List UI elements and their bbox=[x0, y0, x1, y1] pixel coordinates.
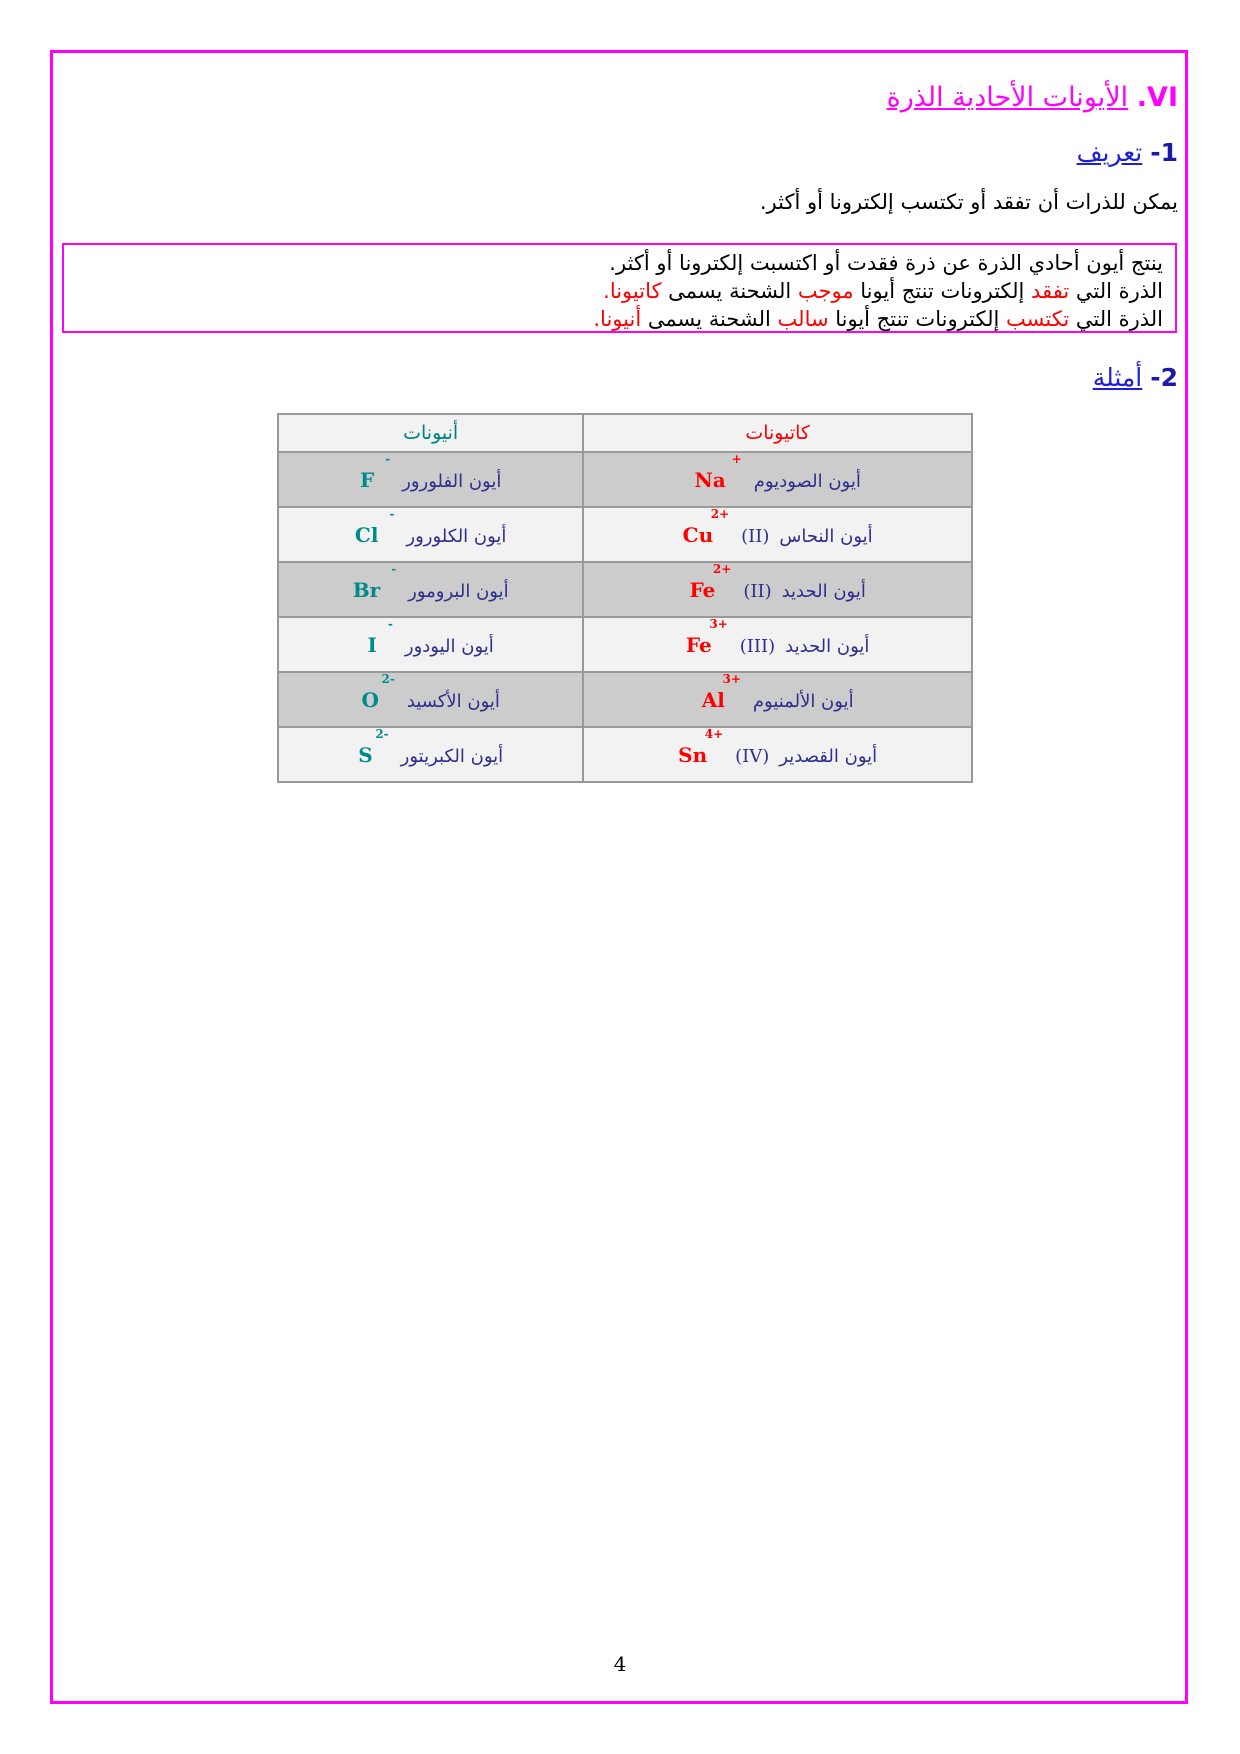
cation-cell bbox=[583, 562, 972, 617]
cation-cell bbox=[583, 727, 972, 782]
anion-cell bbox=[278, 672, 583, 727]
cation-symbol: Fe bbox=[685, 632, 712, 657]
table-row bbox=[278, 617, 972, 672]
anion-symbol: I bbox=[367, 632, 377, 657]
table-row bbox=[278, 452, 972, 507]
cation-symbol: Sn bbox=[678, 742, 708, 767]
cation-name: أيون الحديد bbox=[785, 635, 870, 657]
anion-formula bbox=[361, 671, 396, 712]
cation-name: أيون القصدير bbox=[779, 745, 878, 767]
table-row bbox=[278, 672, 972, 727]
table-row bbox=[278, 727, 972, 782]
cation-formula bbox=[694, 451, 743, 492]
line3-text-e: الشحنة يسمى bbox=[641, 307, 778, 331]
anion-cell bbox=[278, 562, 583, 617]
cation-oxidation-state: (III) bbox=[739, 635, 776, 657]
line3-gain: تكتسب bbox=[1006, 307, 1070, 331]
anion-cell bbox=[278, 617, 583, 672]
cation-charge: 3+ bbox=[722, 671, 741, 686]
cation-symbol: Al bbox=[701, 687, 725, 712]
cation-formula bbox=[701, 671, 743, 712]
anion-formula bbox=[354, 506, 397, 547]
anion-symbol: Br bbox=[352, 577, 381, 602]
cation-charge: 4+ bbox=[704, 726, 724, 741]
anion-entry bbox=[354, 506, 507, 547]
anion-charge: - bbox=[385, 451, 391, 466]
cation-symbol: Na bbox=[694, 467, 726, 492]
anion-entry bbox=[367, 616, 494, 657]
anion-formula bbox=[358, 726, 390, 767]
cation-oxidation-state: (II) bbox=[741, 525, 770, 547]
cation-entry bbox=[682, 506, 873, 547]
definition-heading bbox=[1077, 138, 1178, 167]
anion-symbol: S bbox=[358, 742, 373, 767]
anion-entry bbox=[359, 451, 502, 492]
anion-cell bbox=[278, 507, 583, 562]
anion-name: أيون الأكسيد bbox=[406, 690, 500, 712]
table-row bbox=[278, 562, 972, 617]
line2-cation: كاتيونا. bbox=[603, 279, 662, 303]
anion-charge: - bbox=[389, 506, 395, 521]
line3-text-c: إلكترونات تنتج أيونا bbox=[828, 307, 1007, 331]
cation-name: أيون الصوديوم bbox=[753, 470, 861, 492]
anion-cell bbox=[278, 727, 583, 782]
cation-oxidation-state: (IV) bbox=[735, 745, 770, 767]
cation-entry bbox=[689, 561, 866, 602]
anion-entry bbox=[358, 726, 504, 767]
definition-box bbox=[62, 243, 1177, 333]
anion-symbol: O bbox=[361, 687, 379, 712]
definition-title: تعريف bbox=[1076, 138, 1143, 167]
cation-entry bbox=[701, 671, 854, 712]
anion-entry bbox=[352, 561, 509, 602]
anion-name: أيون اليودور bbox=[404, 635, 494, 657]
anion-name: أيون الكبريتور bbox=[400, 745, 504, 767]
cation-formula bbox=[685, 616, 730, 657]
anion-formula bbox=[352, 561, 398, 602]
line2-text-e: الشحنة يسمى bbox=[661, 279, 798, 303]
cation-name: أيون الألمنيوم bbox=[752, 690, 854, 712]
definition-line-2 bbox=[76, 277, 1163, 305]
anion-name: أيون الفلورور bbox=[402, 470, 502, 492]
examples-number: 2- bbox=[1150, 363, 1178, 392]
cation-cell bbox=[583, 452, 972, 507]
anion-entry bbox=[361, 671, 500, 712]
header-cations: كاتيونات bbox=[583, 414, 972, 452]
cation-charge: + bbox=[731, 451, 742, 466]
cation-formula bbox=[678, 726, 725, 767]
cation-entry bbox=[678, 726, 878, 767]
cation-name: أيون الحديد bbox=[781, 580, 866, 602]
line3-anion: أنيونا. bbox=[593, 307, 642, 331]
anion-symbol: Cl bbox=[354, 522, 379, 547]
anion-formula bbox=[367, 616, 395, 657]
section-title-text: الأيونات الأحادية الذرة bbox=[886, 82, 1129, 113]
header-anions: أنيونات bbox=[278, 414, 583, 452]
cation-cell bbox=[583, 672, 972, 727]
section-number: VI. bbox=[1136, 82, 1178, 113]
anion-cell bbox=[278, 452, 583, 507]
cation-charge: 2+ bbox=[712, 561, 732, 576]
cation-entry bbox=[694, 451, 861, 492]
definition-line-1: ينتج أيون أحادي الذرة عن ذرة فقدت أو اكتسبت إلكترونا أو أكثر. bbox=[609, 251, 1163, 275]
line2-lose: تفقد bbox=[1031, 279, 1070, 303]
cation-oxidation-state: (II) bbox=[743, 580, 772, 602]
anion-charge: - bbox=[387, 616, 393, 631]
page-number: 4 bbox=[613, 1652, 627, 1676]
line2-text-a: الذرة التي bbox=[1069, 279, 1163, 303]
table-row bbox=[278, 507, 972, 562]
line3-text-a: الذرة التي bbox=[1069, 307, 1163, 331]
cation-charge: 3+ bbox=[709, 616, 728, 631]
definition-number: 1- bbox=[1150, 138, 1178, 167]
anion-name: أيون البرومور bbox=[408, 580, 509, 602]
line3-negative: سالب bbox=[777, 307, 829, 331]
anion-formula bbox=[359, 451, 392, 492]
anion-charge: 2- bbox=[381, 671, 395, 686]
cation-formula bbox=[689, 561, 733, 602]
anion-name: أيون الكلورور bbox=[406, 525, 507, 547]
anion-charge: - bbox=[391, 561, 397, 576]
anion-symbol: F bbox=[359, 467, 375, 492]
examples-title: أمثلة bbox=[1092, 363, 1143, 392]
cation-charge: 2+ bbox=[710, 506, 730, 521]
ions-table bbox=[277, 413, 973, 783]
definition-intro: يمكن للذرات أن تفقد أو تكتسب إلكترونا أو أكثر. bbox=[759, 190, 1178, 214]
definition-line-3 bbox=[76, 305, 1163, 333]
cation-symbol: Fe bbox=[689, 577, 716, 602]
anion-charge: 2- bbox=[375, 726, 389, 741]
cation-entry bbox=[685, 616, 870, 657]
examples-heading bbox=[1093, 363, 1178, 392]
cation-name: أيون النحاس bbox=[779, 525, 873, 547]
line2-text-c: إلكترونات تنتج أيونا bbox=[853, 279, 1032, 303]
section-title bbox=[887, 82, 1178, 113]
cation-cell bbox=[583, 507, 972, 562]
cation-cell bbox=[583, 617, 972, 672]
cation-symbol: Cu bbox=[682, 522, 714, 547]
cation-formula bbox=[682, 506, 731, 547]
line2-positive: موجب bbox=[797, 279, 854, 303]
